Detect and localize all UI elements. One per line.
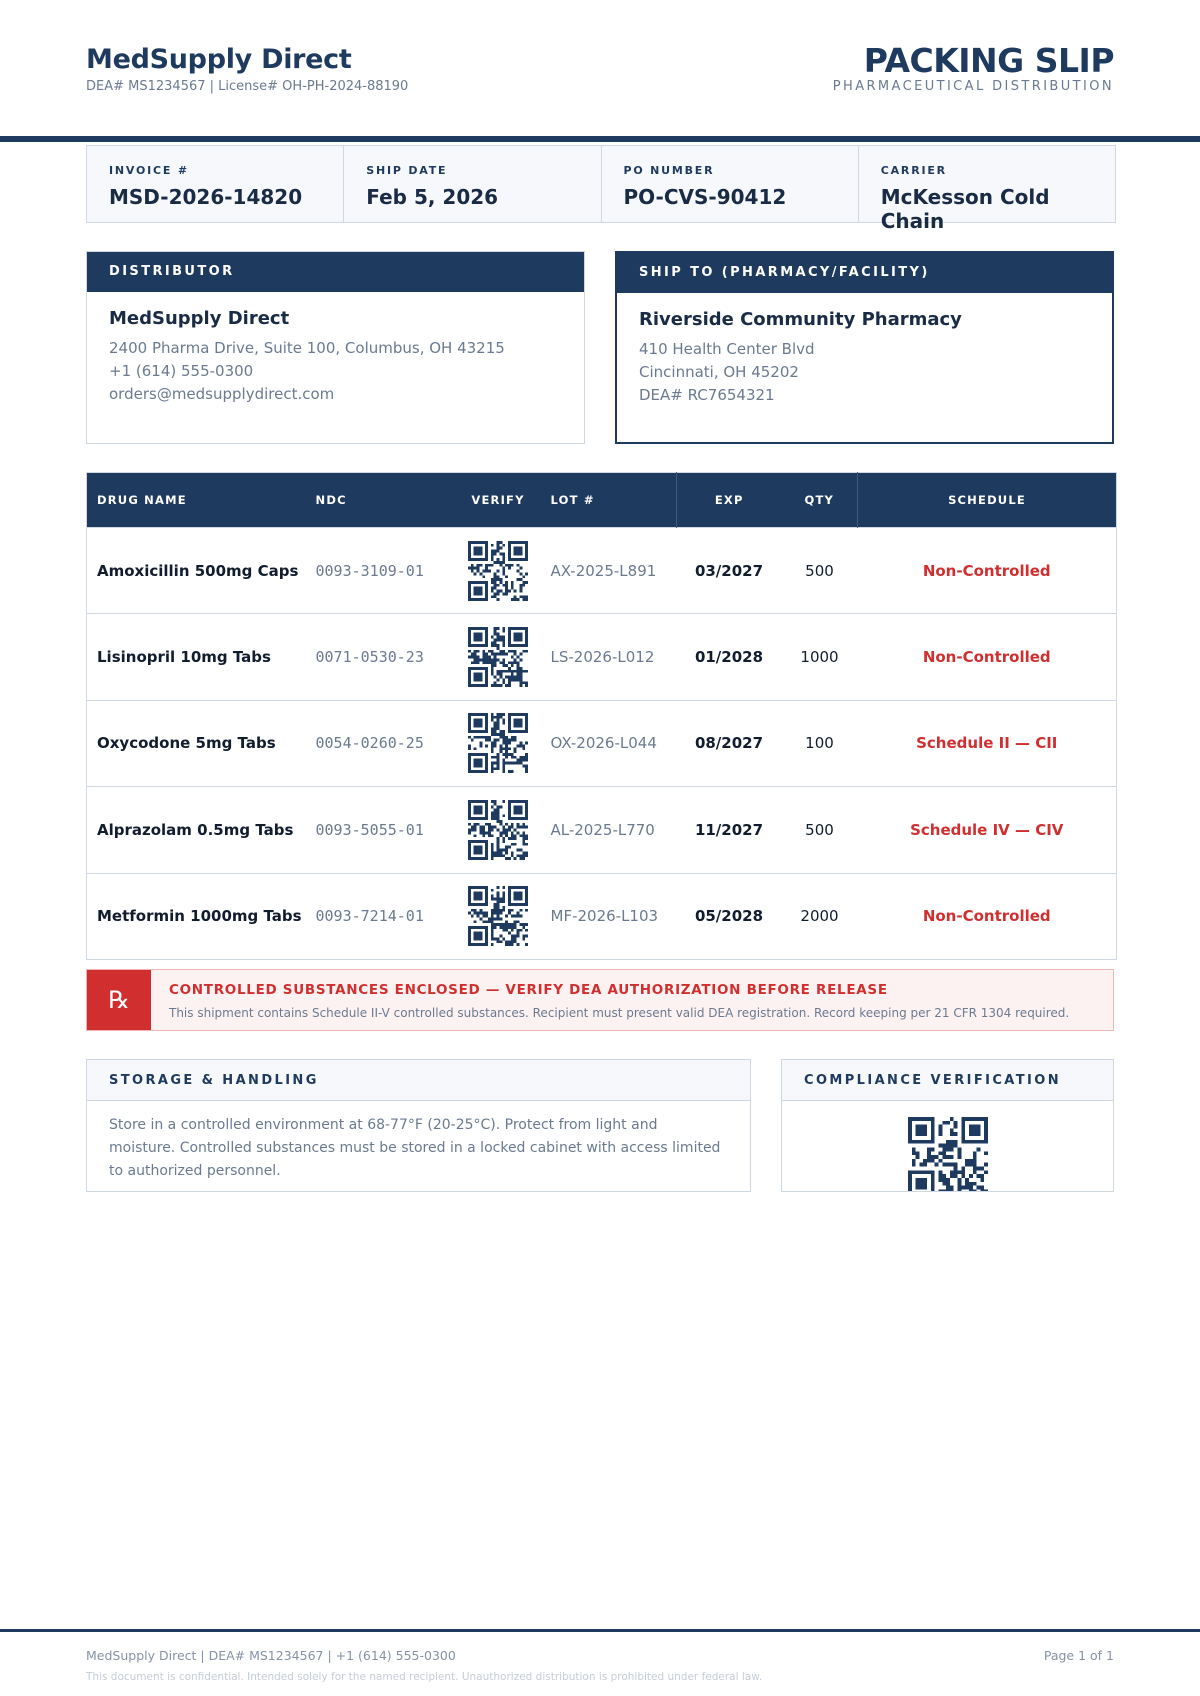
- meta-ship-date: [344, 146, 601, 222]
- verify-qr-icon[interactable]: [456, 873, 541, 959]
- quantity: 1000: [782, 614, 858, 700]
- ship-to-city: Cincinnati, OH 45202: [639, 363, 799, 381]
- meta-value: Feb 5, 2026: [366, 185, 499, 209]
- expiry-date: 05/2028: [677, 873, 782, 959]
- schedule-status: Schedule IV — CIV: [858, 787, 1117, 873]
- alert-description: This shipment contains Schedule II-V controlled substances. Recipient must present valid DEA registration. Record keeping per 21 CFR 1304 required.: [169, 1006, 1070, 1020]
- quantity: 100: [782, 700, 858, 786]
- drug-name: Amoxicillin 500mg Caps: [87, 528, 306, 614]
- ndc-code: 0093-5055-01: [306, 787, 456, 873]
- col-header-lot: LOT #: [541, 473, 677, 528]
- drug-table: [86, 472, 1117, 960]
- schedule-status: Non-Controlled: [858, 873, 1117, 959]
- lot-number: LS-2026-L012: [541, 614, 677, 700]
- document-title: PACKING SLIP: [863, 41, 1114, 80]
- schedule-status: Non-Controlled: [858, 528, 1117, 614]
- table-row: [87, 787, 1117, 873]
- meta-carrier: [859, 146, 1115, 233]
- document-header: [86, 41, 1114, 104]
- table-row: [87, 528, 1117, 614]
- distributor-heading: DISTRIBUTOR: [87, 252, 584, 292]
- verify-qr-icon[interactable]: [456, 787, 541, 873]
- distributor-phone: +1 (614) 555-0300: [109, 362, 254, 380]
- meta-label: PO NUMBER: [623, 164, 715, 177]
- drug-name: Lisinopril 10mg Tabs: [87, 614, 306, 700]
- company-name: MedSupply Direct: [86, 44, 352, 75]
- distributor-email: orders@medsupplydirect.com: [109, 385, 335, 403]
- lot-number: AL-2025-L770: [541, 787, 677, 873]
- drug-name: Oxycodone 5mg Tabs: [87, 700, 306, 786]
- quantity: 500: [782, 787, 858, 873]
- footer-confidentiality: This document is confidential. Intended solely for the named recipient. Unauthorized distribution is prohibited under federal law.: [86, 1671, 763, 1683]
- expiry-date: 03/2027: [677, 528, 782, 614]
- col-header-ndc: NDC: [306, 473, 456, 528]
- rx-icon: ℞: [87, 970, 151, 1030]
- ship-to-dea: DEA# RC7654321: [639, 386, 775, 404]
- ndc-code: 0071-0530-23: [306, 614, 456, 700]
- drug-name: Alprazolam 0.5mg Tabs: [87, 787, 306, 873]
- ndc-code: 0093-7214-01: [306, 873, 456, 959]
- compliance-qr-icon[interactable]: [908, 1117, 988, 1192]
- distributor-address: 2400 Pharma Drive, Suite 100, Columbus, OH 43215: [109, 339, 505, 357]
- quantity: 500: [782, 528, 858, 614]
- col-header-qty: QTY: [782, 473, 858, 528]
- ndc-code: 0093-3109-01: [306, 528, 456, 614]
- meta-value: McKesson Cold Chain: [880, 185, 1050, 233]
- page-number: Page 1 of 1: [1043, 1648, 1114, 1663]
- footer-divider: [0, 1629, 1200, 1632]
- lot-number: OX-2026-L044: [541, 700, 677, 786]
- expiry-date: 11/2027: [677, 787, 782, 873]
- document-subtitle: PHARMACEUTICAL DISTRIBUTION: [832, 78, 1114, 94]
- footer-company-info: MedSupply Direct | DEA# MS1234567 | +1 (614) 555-0300: [86, 1648, 456, 1663]
- drug-name: Metformin 1000mg Tabs: [87, 873, 306, 959]
- col-header-verify: VERIFY: [456, 473, 541, 528]
- storage-text: Store in a controlled environment at 68-77°F (20-25°C). Protect from light and moisture. Controlled substances must be stored in a locked cabinet with access limited to authorized personnel.: [109, 1117, 721, 1179]
- meta-label: INVOICE #: [109, 164, 189, 177]
- verify-qr-icon[interactable]: [456, 614, 541, 700]
- ship-to-heading: SHIP TO (PHARMACY/FACILITY): [617, 253, 1112, 293]
- distributor-name: MedSupply Direct: [109, 308, 290, 329]
- col-header-exp: EXP: [677, 473, 782, 528]
- compliance-panel: [781, 1059, 1114, 1192]
- lot-number: AX-2025-L891: [541, 528, 677, 614]
- ship-to-street: 410 Health Center Blvd: [639, 340, 815, 358]
- lot-number: MF-2026-L103: [541, 873, 677, 959]
- ndc-code: 0054-0260-25: [306, 700, 456, 786]
- table-row: [87, 873, 1117, 959]
- table-row: [87, 700, 1117, 786]
- document-title-block: [832, 41, 1114, 94]
- verify-qr-icon[interactable]: [456, 700, 541, 786]
- expiry-date: 01/2028: [677, 614, 782, 700]
- ship-to-card: [615, 251, 1114, 444]
- header-divider: [0, 136, 1200, 142]
- company-credentials: DEA# MS1234567 | License# OH-PH-2024-88190: [86, 79, 409, 94]
- meta-value: MSD-2026-14820: [109, 185, 303, 209]
- expiry-date: 08/2027: [677, 700, 782, 786]
- meta-po-number: [602, 146, 859, 222]
- meta-invoice: [87, 146, 344, 222]
- controlled-substance-alert: [86, 969, 1114, 1031]
- alert-title: CONTROLLED SUBSTANCES ENCLOSED — VERIFY DEA AUTHORIZATION BEFORE RELEASE: [169, 982, 888, 998]
- schedule-status: Non-Controlled: [858, 614, 1117, 700]
- col-header-drug: DRUG NAME: [87, 473, 306, 528]
- col-header-schedule: SCHEDULE: [858, 473, 1117, 528]
- compliance-heading: COMPLIANCE VERIFICATION: [782, 1060, 1113, 1101]
- schedule-status: Schedule II — CII: [858, 700, 1117, 786]
- ship-to-name: Riverside Community Pharmacy: [639, 309, 962, 330]
- storage-heading: STORAGE & HANDLING: [87, 1060, 750, 1101]
- distributor-card: [86, 251, 585, 444]
- verify-qr-icon[interactable]: [456, 528, 541, 614]
- meta-label: CARRIER: [880, 164, 947, 177]
- quantity: 2000: [782, 873, 858, 959]
- meta-value: PO-CVS-90412: [623, 185, 787, 209]
- table-header-row: [87, 473, 1117, 528]
- meta-label: SHIP DATE: [366, 164, 448, 177]
- storage-panel: [86, 1059, 751, 1192]
- shipment-meta-bar: [86, 145, 1116, 233]
- company-brand: [86, 44, 408, 94]
- table-row: [87, 614, 1117, 700]
